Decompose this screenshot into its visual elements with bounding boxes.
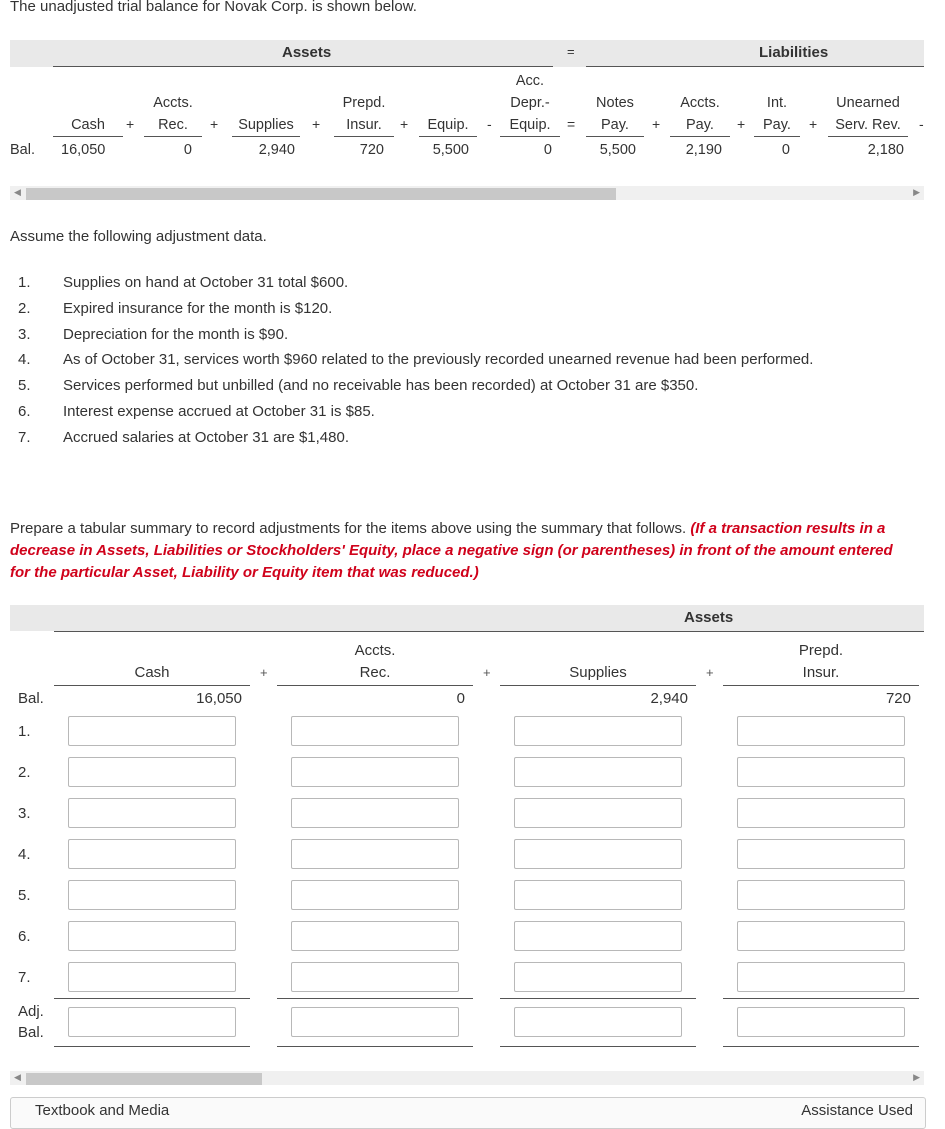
scroll-right-icon[interactable]: ▶ xyxy=(913,1072,920,1082)
list-text: Accrued salaries at October 31 are $1,480. xyxy=(63,429,349,446)
input-prepd-insur-row-1[interactable] xyxy=(737,716,905,746)
summary-header-bar xyxy=(10,605,924,631)
adj-bal-label-2: Bal. xyxy=(18,1024,44,1041)
col-acc-depr-h1: Acc. xyxy=(515,73,545,89)
summary-plus: + xyxy=(706,665,714,680)
list-num: 7. xyxy=(18,429,31,446)
operator: - xyxy=(487,116,492,132)
input-prepd-insur-row-5[interactable] xyxy=(737,880,905,910)
col-prepd-insur-h2: Prepd. xyxy=(342,95,386,111)
col-unearned-h2: Unearned xyxy=(836,95,900,111)
row-label: 3. xyxy=(18,805,31,822)
input-accts-rec-row-3[interactable] xyxy=(291,798,459,828)
bal-cash: 16,050 xyxy=(61,142,106,158)
assume-heading: Assume the following adjustment data. xyxy=(10,228,267,245)
col-accts-rec-h2: Accts. xyxy=(153,95,193,111)
summary-col-cash: Cash xyxy=(134,664,170,681)
scroll-left-icon[interactable]: ◀ xyxy=(14,1072,21,1082)
input-supplies-row-7[interactable] xyxy=(514,962,682,992)
operator: + xyxy=(737,116,746,132)
col-accts-rec-h3: Rec. xyxy=(158,117,188,133)
total-rule xyxy=(277,998,473,999)
operator: + xyxy=(126,116,135,132)
adj-bal-rule xyxy=(723,1046,919,1047)
input-accts-rec-row-4[interactable] xyxy=(291,839,459,869)
col-underline xyxy=(828,136,908,137)
adj-bal-rule xyxy=(277,1046,473,1047)
col-underline xyxy=(144,136,202,137)
list-num: 2. xyxy=(18,300,31,317)
input-accts-rec-adj-bal[interactable] xyxy=(291,1007,459,1037)
col-cash-h3: Cash xyxy=(71,117,105,133)
input-cash-row-3[interactable] xyxy=(68,798,236,828)
summary-col-accts-rec-h2: Accts. xyxy=(354,642,396,659)
scroll-left-icon[interactable]: ◀ xyxy=(14,187,21,197)
input-prepd-insur-row-4[interactable] xyxy=(737,839,905,869)
row-label: 6. xyxy=(18,928,31,945)
input-supplies-row-5[interactable] xyxy=(514,880,682,910)
operator: + xyxy=(400,116,409,132)
summary-bal-prepd-insur: 720 xyxy=(885,690,911,707)
list-num: 6. xyxy=(18,403,31,420)
header-underline xyxy=(500,685,696,686)
summary-col-prepd-insur-h3: Insur. xyxy=(802,664,840,681)
scrollbar-thumb[interactable] xyxy=(26,188,616,200)
scroll-right-icon[interactable]: ▶ xyxy=(913,187,920,197)
bal-unearned: 2,180 xyxy=(867,142,904,158)
summary-plus: + xyxy=(483,665,491,680)
input-supplies-adj-bal[interactable] xyxy=(514,1007,682,1037)
col-underline xyxy=(232,136,300,137)
list-text: Supplies on hand at October 31 total $600. xyxy=(63,274,349,291)
summary-col-supplies: Supplies xyxy=(569,664,627,681)
input-accts-rec-row-6[interactable] xyxy=(291,921,459,951)
list-text: As of October 31, services worth $960 related to the previously recorded unearned revenue had been performed. xyxy=(63,351,814,368)
list-text: Depreciation for the month is $90. xyxy=(63,326,289,343)
header-underline xyxy=(54,685,250,686)
total-rule xyxy=(500,998,696,999)
textbook-media-link[interactable]: Textbook and Media xyxy=(35,1102,170,1119)
list-num: 5. xyxy=(18,377,31,394)
summary-col-accts-rec-h3: Rec. xyxy=(359,664,391,681)
bal-row-label: Bal. xyxy=(10,142,35,158)
list-text: Services performed but unbilled (and no receivable has been recorded) at October 31 are $350. xyxy=(63,377,699,394)
operator: - xyxy=(919,116,924,132)
bal-acc-depr: 0 xyxy=(543,142,552,158)
input-supplies-row-1[interactable] xyxy=(514,716,682,746)
col-underline xyxy=(53,136,123,137)
col-underline xyxy=(586,136,644,137)
equals-sign: = xyxy=(567,44,575,59)
row-label: 1. xyxy=(18,723,31,740)
table2-scrollbar[interactable] xyxy=(10,1071,924,1085)
input-accts-rec-row-1[interactable] xyxy=(291,716,459,746)
bal-notes-pay: 5,500 xyxy=(599,142,636,158)
row-label: 7. xyxy=(18,969,31,986)
col-notes-pay-h3: Pay. xyxy=(601,117,629,133)
input-cash-row-5[interactable] xyxy=(68,880,236,910)
input-cash-adj-bal[interactable] xyxy=(68,1007,236,1037)
bal-accts-rec: 0 xyxy=(183,142,192,158)
summary-assets-label: Assets xyxy=(684,609,734,626)
col-acc-depr-h2: Depr.- xyxy=(510,95,550,111)
input-cash-row-4[interactable] xyxy=(68,839,236,869)
intro-text: The unadjusted trial balance for Novak Corp. is shown below. xyxy=(10,0,417,15)
list-text: Interest expense accrued at October 31 is $85. xyxy=(63,403,375,420)
assets-group-label: Assets xyxy=(282,44,332,61)
row-label: 2. xyxy=(18,764,31,781)
row-label: 4. xyxy=(18,846,31,863)
input-prepd-insur-adj-bal[interactable] xyxy=(737,1007,905,1037)
summary-group-line xyxy=(54,631,924,632)
summary-col-prepd-insur-h2: Prepd. xyxy=(798,642,844,659)
col-equip-h3: Equip. xyxy=(427,117,469,133)
header-underline xyxy=(277,685,473,686)
input-prepd-insur-row-3[interactable] xyxy=(737,798,905,828)
input-cash-row-6[interactable] xyxy=(68,921,236,951)
col-underline xyxy=(670,136,730,137)
operator: + xyxy=(210,116,219,132)
col-underline xyxy=(419,136,477,137)
list-text: Expired insurance for the month is $120. xyxy=(63,300,333,317)
instructions-main: Prepare a tabular summary to record adjustments for the items above using the summary that follows. xyxy=(10,520,691,537)
col-unearned-h3: Serv. Rev. xyxy=(835,117,901,133)
input-supplies-row-2[interactable] xyxy=(514,757,682,787)
header-underline xyxy=(723,685,919,686)
bal-equip: 5,500 xyxy=(432,142,469,158)
bal-accts-pay: 2,190 xyxy=(685,142,722,158)
col-underline xyxy=(334,136,394,137)
input-supplies-row-6[interactable] xyxy=(514,921,682,951)
bal-prepd-insur: 720 xyxy=(359,142,384,158)
instructions-note: (If a transaction results in a decrease in Assets, Liabilities or Stockholders' Equity, place a negative sign (or parentheses) in front of the amount entered for the particular Asset, Liability or Equity item that was reduced.) xyxy=(10,520,893,581)
summary-bal-accts-rec: 0 xyxy=(456,690,465,707)
adj-bal-label-1: Adj. xyxy=(18,1003,44,1020)
input-prepd-insur-row-2[interactable] xyxy=(737,757,905,787)
input-prepd-insur-row-7[interactable] xyxy=(737,962,905,992)
col-acc-depr-h3: Equip. xyxy=(509,117,551,133)
footer-panel xyxy=(10,1097,926,1129)
total-rule xyxy=(723,998,919,999)
row-label: 5. xyxy=(18,887,31,904)
col-underline xyxy=(500,136,560,137)
input-accts-rec-row-2[interactable] xyxy=(291,757,459,787)
col-int-pay-h2: Int. xyxy=(766,95,788,111)
input-cash-row-2[interactable] xyxy=(68,757,236,787)
summary-bal-label: Bal. xyxy=(18,690,44,707)
bal-supplies: 2,940 xyxy=(258,142,295,158)
adj-bal-rule xyxy=(500,1046,696,1047)
col-accts-pay-h3: Pay. xyxy=(686,117,714,133)
assistance-used-label: Assistance Used xyxy=(801,1102,913,1119)
input-prepd-insur-row-6[interactable] xyxy=(737,921,905,951)
summary-plus: + xyxy=(260,665,268,680)
col-supplies-h3: Supplies xyxy=(238,117,294,133)
input-accts-rec-row-7[interactable] xyxy=(291,962,459,992)
input-supplies-row-4[interactable] xyxy=(514,839,682,869)
liabilities-group-label: Liabilities xyxy=(759,44,829,61)
summary-bal-cash: 16,050 xyxy=(196,690,242,707)
adj-bal-rule xyxy=(54,1046,250,1047)
col-notes-pay-h2: Notes xyxy=(596,95,634,111)
list-num: 3. xyxy=(18,326,31,343)
operator: + xyxy=(312,116,321,132)
col-prepd-insur-h3: Insur. xyxy=(346,117,382,133)
col-int-pay-h3: Pay. xyxy=(763,117,791,133)
input-supplies-row-3[interactable] xyxy=(514,798,682,828)
input-cash-row-1[interactable] xyxy=(68,716,236,746)
operator: + xyxy=(809,116,818,132)
col-accts-pay-h2: Accts. xyxy=(680,95,720,111)
col-underline xyxy=(754,136,800,137)
input-accts-rec-row-5[interactable] xyxy=(291,880,459,910)
assets-group-line xyxy=(53,66,553,67)
operator: + xyxy=(652,116,661,132)
input-cash-row-7[interactable] xyxy=(68,962,236,992)
total-rule xyxy=(54,998,250,999)
scrollbar-thumb[interactable] xyxy=(26,1073,262,1085)
trial-balance-table xyxy=(10,40,924,174)
bal-int-pay: 0 xyxy=(781,142,790,158)
list-num: 1. xyxy=(18,274,31,291)
list-num: 4. xyxy=(18,351,31,368)
instructions xyxy=(10,518,915,584)
operator: = xyxy=(567,116,576,132)
table1-scrollbar[interactable] xyxy=(10,186,924,200)
summary-bal-supplies: 2,940 xyxy=(650,690,688,707)
liabilities-group-line xyxy=(586,66,924,67)
